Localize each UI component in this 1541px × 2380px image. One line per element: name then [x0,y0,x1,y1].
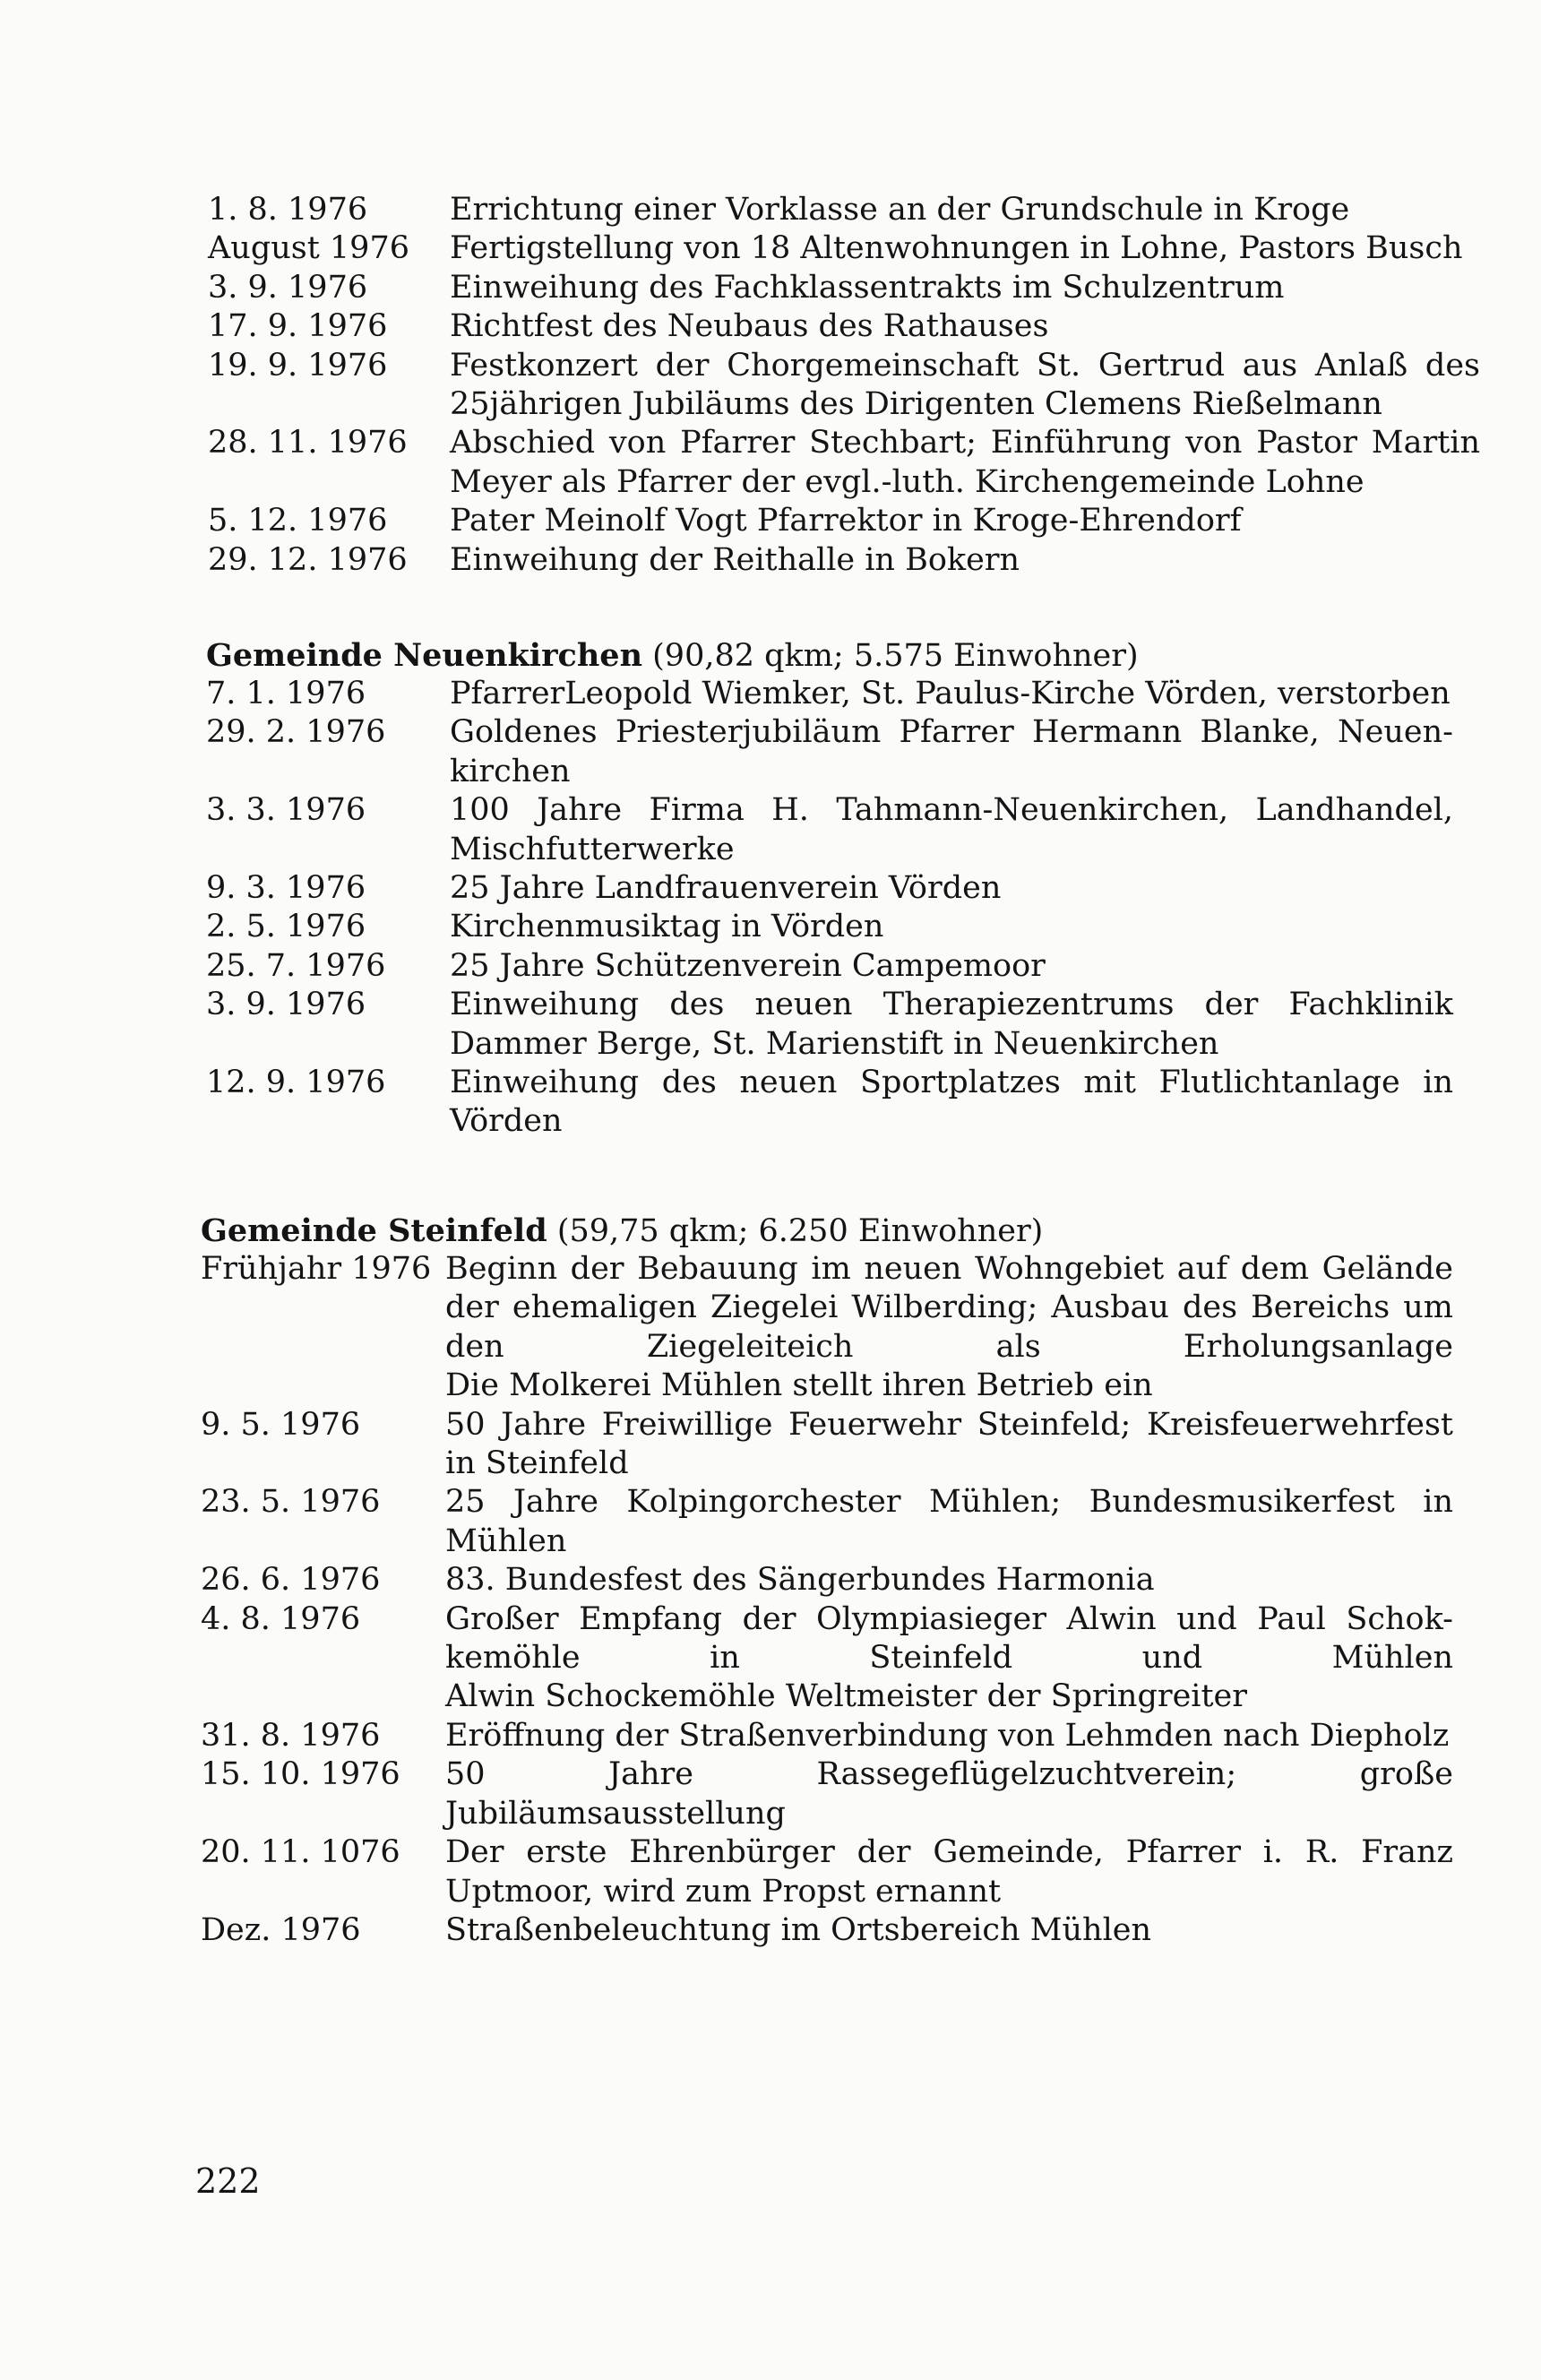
event-date: 3. 9. 1976 [206,987,366,1023]
event-description [445,1833,1453,1911]
event-list [201,1250,1453,1950]
event-description [450,502,1480,540]
section-heading [206,636,1453,675]
event-date: Frühjahr 1976 [201,1251,432,1287]
event-date: 9. 3. 1976 [206,870,366,907]
event-text-line: Einweihung des neuen Sportplatzes mit Flutlichtanlage in [450,1065,1453,1101]
event-date: 20. 11. 1076 [201,1834,400,1871]
event-date: 4. 8. 1976 [201,1600,361,1637]
event-text-line: Vörden [450,1103,563,1140]
event-row [201,1250,1453,1406]
event-text-line: PfarrerLeopold Wiemker, St. Paulus-Kirche Vörden, verstorben [450,676,1451,711]
event-description [450,986,1453,1064]
event-text-line: Errichtung einer Vorklasse an der Grundschule in Kroge [450,192,1350,228]
event-text-line: kirchen [450,753,571,789]
event-description [445,1717,1453,1755]
event-text-line: 25 Jahre Schützenverein Campemoor [450,947,1046,984]
section-neuenkirchen [206,636,1453,1142]
event-date: 29. 2. 1976 [206,714,386,751]
event-description [445,1755,1453,1833]
event-description [445,1911,1453,1950]
event-date: 25. 7. 1976 [206,947,386,984]
event-row [201,1561,1453,1600]
event-text-line: 50 Jahre Freiwillige Feuerwehr Steinfeld; Kreisfeuerwehrfest [445,1406,1453,1443]
event-row [206,986,1453,1064]
event-description [450,347,1480,425]
event-text-line: den Ziegeleiteich als Erholungsanlage [445,1328,1453,1365]
event-date: 7. 1. 1976 [206,676,366,711]
event-row [208,191,1480,229]
event-row [208,307,1480,346]
event-date: 15. 10. 1976 [201,1756,400,1793]
event-text-line: Beginn der Bebauung im neuen Wohngebiet auf dem Gelände [445,1251,1453,1287]
heading-details: (90,82 qkm; 5.575 Einwohner) [642,638,1139,674]
event-text-line: 25 Jahre Kolpingorchester Mühlen; Bundesmusikerfest in [445,1484,1453,1521]
event-row [208,541,1480,580]
event-description [450,947,1453,986]
event-text-line: 50 Jahre Rassegeflügelzuchtverein; große Jubiläumsausstellung [445,1756,1453,1832]
event-description [450,307,1480,346]
event-date: 26. 6. 1976 [201,1562,381,1599]
event-row [201,1717,1453,1755]
event-list [206,675,1453,1142]
event-row [206,791,1453,869]
event-date: Dez. 1976 [201,1911,361,1948]
event-description [450,713,1453,791]
event-text-line: Einweihung des Fachklassentrakts im Schulzentrum [450,269,1285,306]
event-date: 17. 9. 1976 [208,308,388,345]
event-row [208,229,1480,268]
page-number: 222 [195,2161,261,2201]
event-text-line: Uptmoor, wird zum Propst ernannt [445,1873,1002,1910]
event-row [208,269,1480,307]
heading-municipality: Gemeinde Neuenkirchen [206,637,643,674]
event-description [445,1600,1453,1717]
event-text-line: Die Molkerei Mühlen stellt ihren Betrieb ein [445,1367,1153,1404]
event-text-line: Mühlen [445,1522,567,1559]
event-text-line: Einweihung der Reithalle in Bokern [450,541,1020,578]
event-row [201,1911,1453,1950]
event-text-line: 83. Bundesfest des Sängerbundes Harmonia [445,1562,1155,1599]
event-text-line: Straßenbeleuchtung im Ortsbereich Mühlen [445,1911,1152,1948]
event-date: 28. 11. 1976 [208,425,408,461]
event-row [206,869,1453,908]
event-text-line: Dammer Berge, St. Marienstift in Neuenkirchen [450,1025,1219,1062]
event-description [445,1561,1453,1600]
event-row [201,1406,1453,1484]
event-date: 29. 12. 1976 [208,541,408,578]
event-description [450,908,1453,946]
event-row [206,675,1453,713]
event-text-line: 25jährigen Jubiläums des Dirigenten Clemens Rießelmann [450,386,1382,423]
event-date: 5. 12. 1976 [208,503,388,539]
section-lohne-continued [208,191,1480,580]
event-description [450,791,1453,869]
event-text-line: Goldenes Priesterjubiläum Pfarrer Hermann Blanke, Neuen- [450,714,1453,751]
event-date: 3. 3. 1976 [206,792,366,829]
section-steinfeld [201,1212,1453,1950]
event-text-line: Abschied von Pfarrer Stechbart; Einführung von Pastor Martin [450,425,1480,461]
event-description [450,269,1480,307]
event-text-line: Der erste Ehrenbürger der Gemeinde, Pfarrer i. R. Franz [445,1834,1453,1871]
event-text-line: Mischfutterwerke [450,831,735,867]
event-date: 19. 9. 1976 [208,347,388,384]
event-date: 12. 9. 1976 [206,1065,386,1101]
event-row [201,1483,1453,1561]
event-text-line: Fertigstellung von 18 Altenwohnungen in Lohne, Pastors Busch [450,230,1463,267]
event-text-line: in Steinfeld [445,1445,629,1482]
event-text-line: Kirchenmusiktag in Vörden [450,909,884,945]
event-text-line: Alwin Schockemöhle Weltmeister der Springreiter [445,1678,1247,1715]
event-date: 1. 8. 1976 [208,192,368,228]
event-list [208,191,1480,580]
heading-details: (59,75 qkm; 6.250 Einwohner) [547,1213,1044,1249]
event-text-line: kemöhle in Steinfeld und Mühlen [445,1640,1453,1677]
event-description [450,229,1480,268]
event-text-line: Großer Empfang der Olympiasieger Alwin und Paul Schok- [445,1600,1453,1637]
event-description [445,1250,1453,1406]
event-description [450,541,1480,580]
event-date: August 1976 [208,230,409,267]
event-row [201,1833,1453,1911]
event-description [450,869,1453,908]
event-row [206,713,1453,791]
event-date: 3. 9. 1976 [208,269,368,306]
event-description [450,424,1480,502]
event-text-line: Eröffnung der Straßenverbindung von Lehmden nach Diepholz [445,1717,1450,1754]
event-description [450,191,1480,229]
event-description [445,1483,1453,1561]
event-row [208,424,1480,502]
event-text-line: Festkonzert der Chorgemeinschaft St. Gertrud aus Anlaß des [450,347,1480,384]
event-row [208,502,1480,540]
event-text-line: 25 Jahre Landfrauenverein Vörden [450,870,1002,907]
heading-municipality: Gemeinde Steinfeld [201,1212,547,1249]
event-description [450,1064,1453,1142]
event-date: 31. 8. 1976 [201,1717,381,1754]
event-row [206,1064,1453,1142]
event-row [206,908,1453,946]
event-date: 9. 5. 1976 [201,1406,361,1443]
event-text-line: Meyer als Pfarrer der evgl.-luth. Kirchengemeinde Lohne [450,463,1365,500]
event-row [208,347,1480,425]
event-date: 2. 5. 1976 [206,909,366,945]
section-heading [201,1212,1453,1250]
event-text-line: Pater Meinolf Vogt Pfarrektor in Kroge-Ehrendorf [450,503,1242,539]
event-text-line: der ehemaligen Ziegelei Wilberding; Ausbau des Bereichs um [445,1289,1453,1326]
event-row [206,947,1453,986]
event-text-line: Einweihung des neuen Therapiezentrums der Fachklinik [450,987,1453,1023]
event-description [445,1406,1453,1484]
event-text-line: 100 Jahre Firma H. Tahmann-Neuenkirchen, Landhandel, [450,792,1453,829]
event-description [450,675,1453,713]
event-date: 23. 5. 1976 [201,1484,381,1521]
event-text-line: Richtfest des Neubaus des Rathauses [450,308,1049,345]
event-row [201,1755,1453,1833]
event-row [201,1600,1453,1717]
